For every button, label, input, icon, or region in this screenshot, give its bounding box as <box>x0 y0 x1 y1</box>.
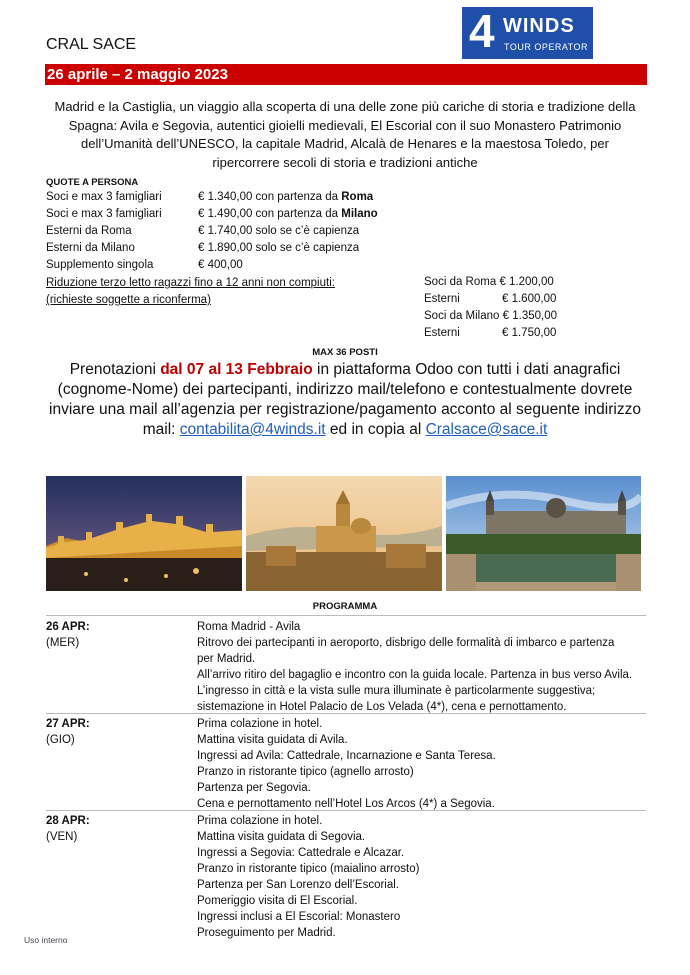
email-link-contabilita[interactable]: contabilita@4winds.it <box>179 421 326 438</box>
quote-label: Soci e max 3 famigliari <box>46 191 162 203</box>
avila-walls-photo <box>46 476 242 591</box>
quote-label: Esterni da Roma <box>46 225 132 237</box>
reduction-title: Riduzione terzo letto ragazzi fino a 12 anni non compiuti: <box>46 277 335 289</box>
quote-value: € 1.890,00 solo se c’è capienza <box>198 242 360 254</box>
booking-paragraph: Prenotazioni dal 07 al 13 Febbraio in piattaforma Odoo con tutti i dati anagrafici (cognome-Nome) dei partecipanti, indirizzo mail/telefono e contestualmente dovrete inviare una mail all’agenzia per registrazione/pagamento acconto al seguente indirizzo mail: contabilita@4winds.it ed in copia al Cralsace@sace.it <box>49 361 641 438</box>
reduction-row: Soci da Roma € 1.200,00 <box>424 276 554 288</box>
quote-value: € 1.490,00 con partenza da Milano <box>198 208 378 220</box>
program-heading: PROGRAMMA <box>312 601 378 612</box>
day-label: 28 APR: (VEN) <box>46 815 90 843</box>
intro-paragraph: Madrid e la Castiglia, un viaggio alla scoperta di una delle zone più cariche di storia e tradizione della Spagna: Avila e Segovia, autentici gioielli medievali, El Escorial con il suo Monastero Patrimonio dell’Umanità dell’UNESCO, la capitale Madrid, Alcalà de Henares e la maestosa Toledo, per ripercorrere secoli di storia e tradizioni antiche <box>54 99 636 170</box>
segovia-cathedral-photo <box>246 476 442 591</box>
day-label: 27 APR: (GIO) <box>46 718 90 746</box>
reduction-row: Esterni € 1.750,00 <box>424 327 557 339</box>
logo-word: WINDS <box>503 15 575 37</box>
org-name: CRAL SACE <box>46 36 137 53</box>
day-description: Prima colazione in hotel. Mattina visita guidata di Avila. Ingressi ad Avila: Cattedrale, Incarnazione e Santa Teresa. Pranzo in ristorante tipico (agnello arrosto) Partenza per Segovia. Cena e pernottamento nell’Hotel Los Arcos (4*) a Segovia. <box>197 718 496 810</box>
day-description: Roma Madrid - Avila Ritrovo dei partecipanti in aeroporto, disbrigo delle formalità di imbarco e partenza per Madrid. All’arrivo ritiro del bagaglio e incontro con la guida locale. Partenza in bus verso Avila. L’ingresso in città e la vista sulle mura illuminate è particolarmente suggestiva; sistemazione in Hotel Palacio de Los Velada (4*), cena e pernottamento. <box>197 621 633 713</box>
quotes-heading: QUOTE A PERSONA <box>46 177 139 188</box>
email-link-cralsace[interactable]: Cralsace@sace.it <box>425 421 548 438</box>
quote-label: Supplemento singola <box>46 259 154 271</box>
quote-label: Esterni da Milano <box>46 242 135 254</box>
reduction-row: Esterni € 1.600,00 <box>424 293 557 305</box>
dates-banner: 26 aprile – 2 maggio 2023 <box>45 64 647 85</box>
el-escorial-photo <box>446 476 641 591</box>
quote-value: € 400,00 <box>198 259 243 271</box>
footer-classification: Uso interno <box>24 935 68 945</box>
divider <box>46 810 646 811</box>
day-label: 26 APR: (MER) <box>46 621 90 649</box>
quote-value: € 1.740,00 solo se c’è capienza <box>198 225 360 237</box>
4winds-logo <box>462 7 593 59</box>
quote-value: € 1.340,00 con partenza da Roma <box>198 191 374 203</box>
booking-dates: dal 07 al 13 Febbraio <box>160 361 313 378</box>
quote-label: Soci e max 3 famigliari <box>46 208 162 220</box>
max-seats: MAX 36 POSTI <box>312 347 378 358</box>
reduction-note: (richieste soggette a riconferma) <box>46 294 211 306</box>
logo-subtitle: TOUR OPERATOR <box>504 42 589 52</box>
logo-number: 4 <box>469 5 495 57</box>
divider <box>46 713 646 714</box>
divider <box>46 615 646 616</box>
reduction-row: Soci da Milano € 1.350,00 <box>424 310 557 322</box>
day-description: Prima colazione in hotel. Mattina visita guidata di Segovia. Ingressi a Segovia: Cattedrale e Alcazar. Pranzo in ristorante tipico (maialino arrosto) Partenza per San Lorenzo dell’Escorial. Pomeriggio visita di El Escorial. Ingressi inclusi a El Escorial: Monastero Proseguimento per Madrid. <box>197 815 420 939</box>
